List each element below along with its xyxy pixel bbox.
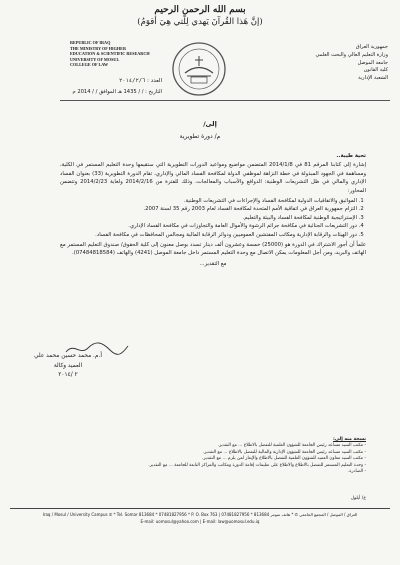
footer-address: Iraq / Mosul / University Campus ✆ * Tel. Somar 813684 * 07481827956 * P. O. Box 763 | العراق / الموصل / المجمع الجامعي ✆ * هاتف سومر 813684 * 07481827956 (42, 512, 358, 517)
topics-list (60, 197, 366, 239)
arabic-letterhead (280, 44, 388, 83)
english-line: UNIVERSITY OF MOSUL (70, 56, 120, 62)
english-line: COLLEGE OF LAW (70, 62, 109, 68)
university-emblem-icon (169, 40, 229, 98)
basmala: بسم الله الرحمن الرحيم (154, 5, 246, 15)
ref-label: العدد (150, 78, 162, 84)
arabic-line: جمهورية العراق (355, 44, 388, 50)
letter-body (60, 152, 366, 268)
list-item: 4. دور التشريعات الجنائية في مكافحة جرائم الرشوة والأموال العامة والتجاوزات في مكافحة الفساد الإداري. (60, 222, 357, 230)
copy-item: - الصادرة. (347, 469, 366, 475)
date-value: / / 1435 هـ الموافق / / 2014 م (72, 89, 144, 95)
greeting: تحية طيبة.. (336, 153, 366, 159)
typist-initials: ع/ أيلول (350, 496, 366, 501)
footer-email: E-mail: uomosul@yahoo.com | E-mail: law@uomosul.edu.iq (140, 519, 260, 524)
copies-list (60, 443, 366, 475)
arabic-line: وزارة التعليم العالي والبحث العلمي (315, 51, 388, 58)
copies-to (60, 437, 366, 475)
copy-item: - وحدة التعليم المستمر للتفضل بالاطلاع والاطلاع على تعليمات إقامة الدورة ومكاتب والمراكز التابعة للجامعة ... مع التقدير. (148, 462, 366, 468)
quran-verse: (إنَّ هَذا القُرآنَ يَهدي لِلَّتي هِيَ أقوَمُ) (137, 17, 263, 27)
english-letterhead (70, 40, 160, 68)
header-divider (60, 100, 390, 101)
reference-date: التاريخ : / / 1435 هـ الموافق / / 2014 م (72, 89, 162, 95)
copy-item: - مكتب السيد مساعد رئيس الجامعة للشؤون الإدارية والمالية للتفضل بالاطلاع ... مع التقدير. (202, 449, 366, 455)
closing-text: مع التقدير... (199, 260, 227, 267)
signer-date: ٢ /٢٠١٤ (58, 372, 78, 379)
arabic-line: كلية القانون (363, 67, 388, 74)
list-item: 3. الإستراتيجية الوطنية لمكافحة الفساد والبيئة والتعليم. (60, 214, 357, 222)
fee-note: علماً أن أجور الاشتراك في الدورة هو (25000) خمسة وعشرون ألف دينار تسدد بوصل معنون إلى كلية الحقوق/ صندوق التعليم المستمر مع الهاتف والبريد، ومن أجل المعلومات يمكن الاتصال مع وحدة التعليم المستمر داخل جامعة الموصل (4241) والهاتف (07484818584). (60, 242, 366, 257)
signer-title: العميد وكالة (53, 362, 83, 369)
list-item: 2. التزام جمهورية العراق في اتفاقية الأمم المتحدة لمكافحة الفساد لعام 2003 رقم 35 لسنة 2007. (60, 205, 357, 213)
addressee: إلى/ (203, 120, 217, 128)
english-line: EDUCATION & SCIENTIFIC RESEARCH (70, 51, 150, 57)
date-label: التاريخ (148, 89, 162, 95)
copy-item: - مكتب السيد مساعد رئيس الجامعة للشؤون العلمية للتفضل بالاطلاع ... مع التقدير. (217, 443, 366, 449)
reference-number: العدد : ٢٠١٤/٢/٦ (118, 78, 162, 84)
list-item: 5. دور الهيئات والرقابة الإدارية ومكاتب المفتشين العموميين ودوائر الرقابة المالية ومجالس المحافظات في مكافحة الفساد. (60, 231, 357, 239)
signer-name: أ.م. محمد حسين محمد علي (34, 353, 102, 359)
copy-item: - مكتب السيد معاون العميد للشؤون العلمية للتفضل بالاطلاع والإيعاز لمن يلزم ... مع التقدير. (201, 456, 366, 462)
english-line: THE MINISTRY OF HIGHER (70, 45, 126, 51)
intro-paragraph: إشارة إلى كتابنا المرقم 81 في 2014/1/8 المتضمن مواضيع ومواعيد الدورات التطويرية التي ستقيمها وحدة التعليم المستمر في الكلية، ومساهمة في الجهود المبذولة في خطة النزاهة لموظفي الدولة لمكافحة الفساد المالي والإداري، تقام الدورة التطويرية (33) بعنوان الفساد الإداري والمالي في ظل التشريعات الوطنية: الدوافع والأسباب والمعالجات، وذلك للفترة من 2014/2/16 ولغاية 2014/2/23 وتتضمن المحاور: (60, 162, 367, 194)
english-line: REPUBLIC OF IRAQ (70, 40, 111, 45)
copies-title: نسخة منه إلى: (333, 437, 366, 442)
list-item: 1. المواثيق والاتفاقيات الدولية لمكافحة الفساد والإجراءات في التشريعات الوطنية. (60, 197, 357, 205)
subject-line: م/ دورة تطويرية (179, 133, 221, 140)
arabic-line: جامعة الموصل (357, 59, 388, 66)
ref-value: ٢٠١٤/٢/٦ (118, 78, 146, 84)
signer-block (28, 352, 108, 381)
arabic-line: الشعبة الإدارية (358, 75, 388, 82)
footer-divider (10, 508, 390, 509)
